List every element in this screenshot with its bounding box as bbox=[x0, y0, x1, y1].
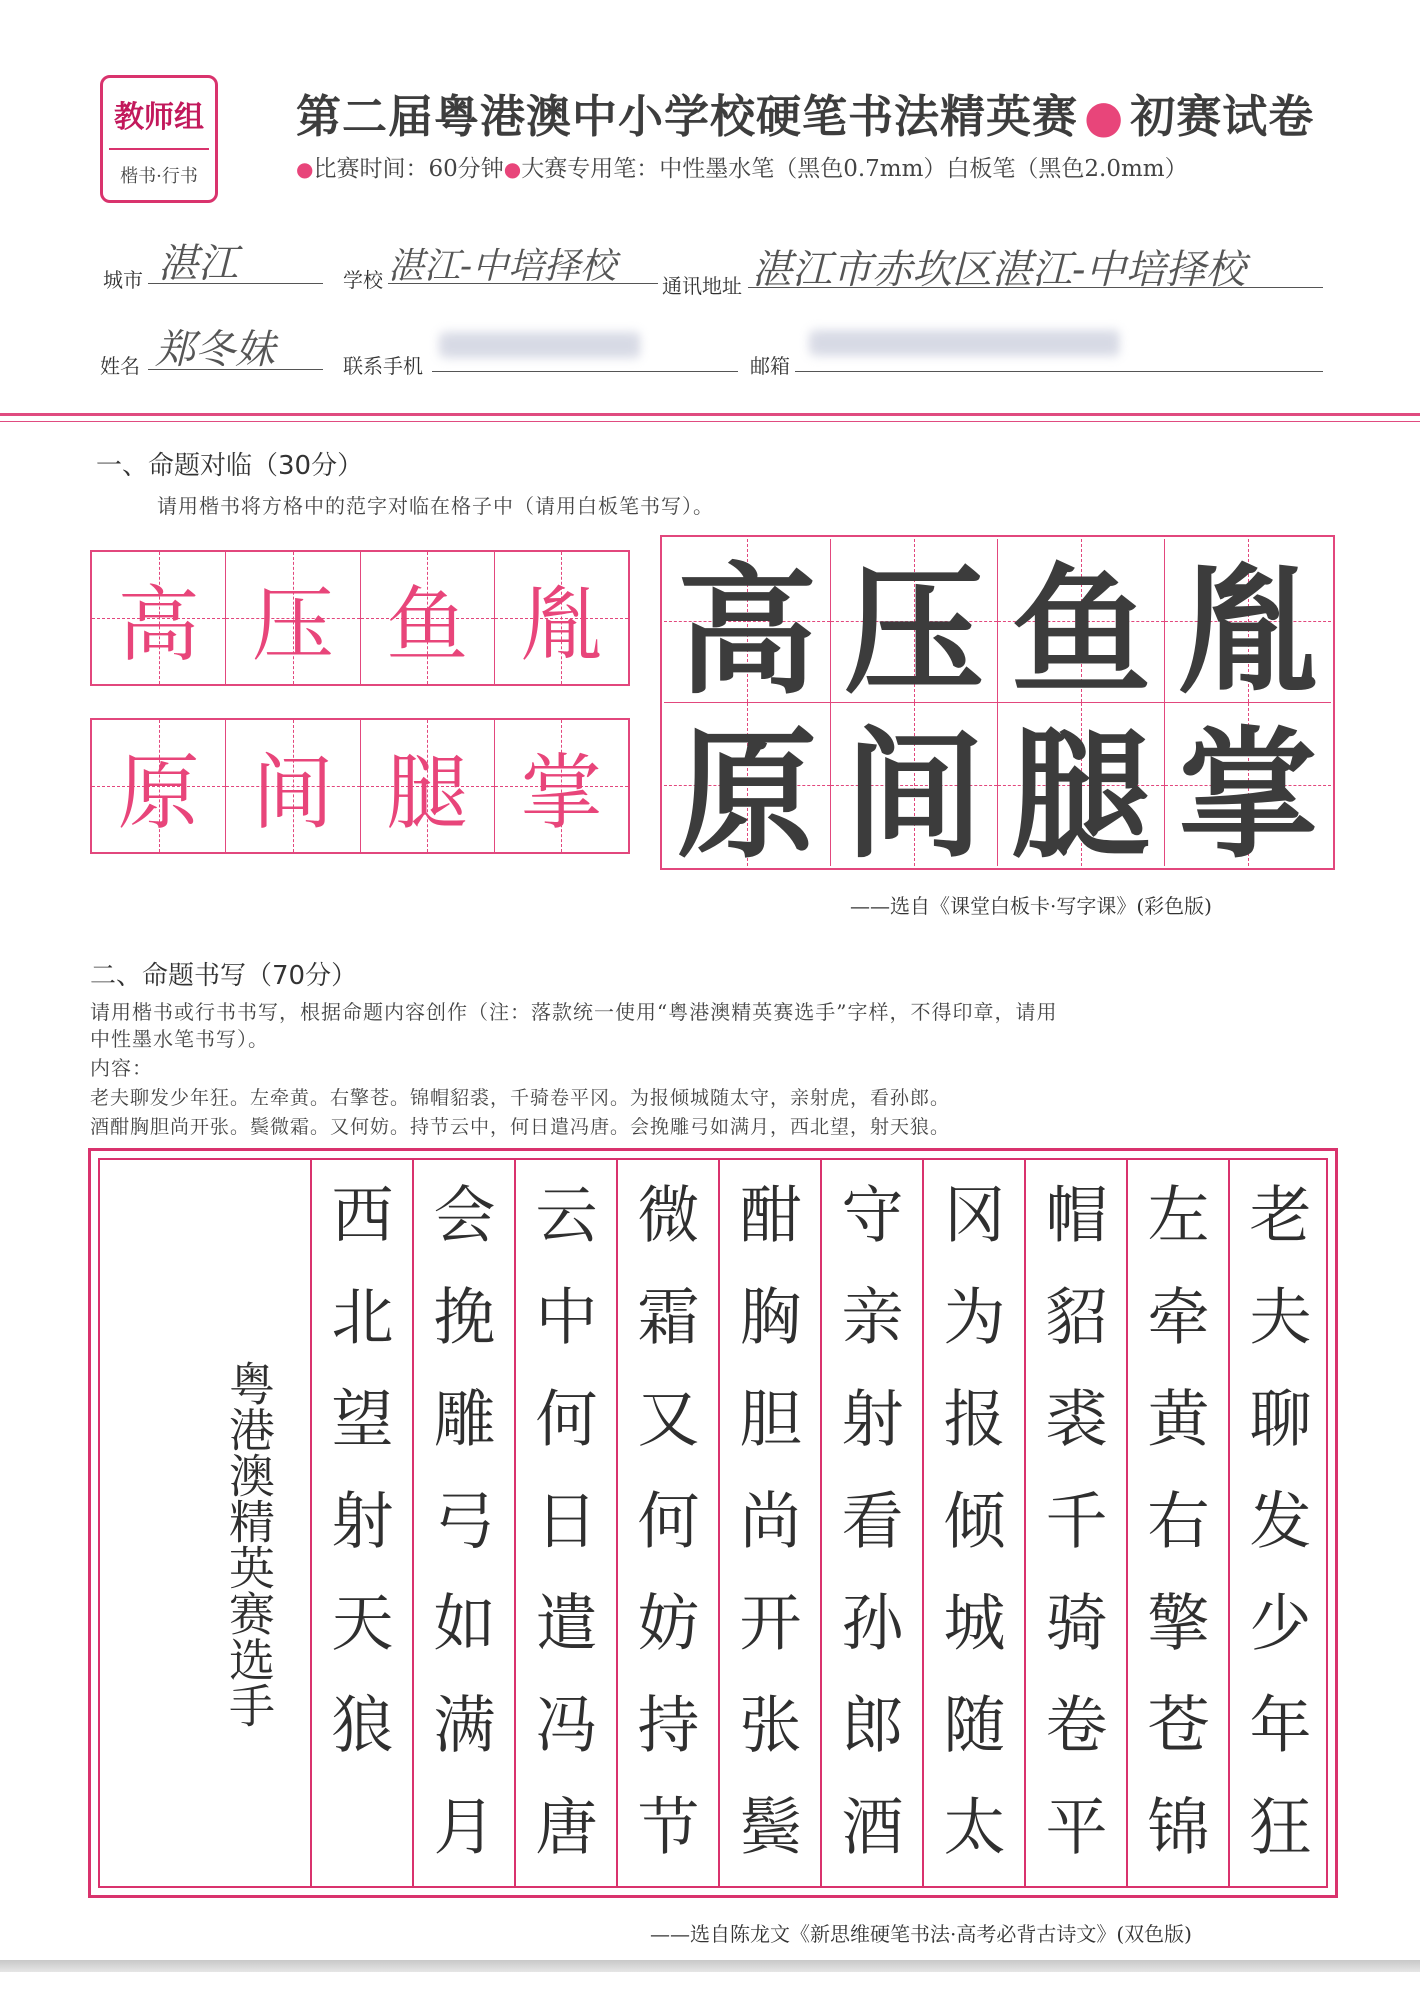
address-value: 湛江市赤坎区湛江-中培择校 bbox=[752, 247, 1246, 293]
writing-column-10: 西北望射天狼 bbox=[321, 1182, 394, 1794]
email-label: 邮箱 bbox=[750, 354, 790, 378]
practice-char: 胤 bbox=[1177, 551, 1318, 714]
column-divider bbox=[310, 1160, 312, 1886]
writing-column-5: 守亲射看孙郎酒 bbox=[831, 1182, 904, 1896]
column-divider bbox=[922, 1160, 924, 1886]
model-char: 压 bbox=[251, 577, 334, 673]
content-label: 内容： bbox=[90, 1056, 153, 1080]
column-divider bbox=[820, 1160, 822, 1886]
bullet-icon: ● bbox=[296, 157, 314, 181]
practice-char: 原 bbox=[676, 715, 817, 878]
model-cell bbox=[92, 720, 226, 852]
practice-char: 掌 bbox=[1177, 715, 1318, 878]
practice-char: 高 bbox=[676, 551, 817, 714]
practice-grid-row2 bbox=[664, 703, 1331, 878]
page-title bbox=[296, 80, 1314, 145]
scan-edge bbox=[0, 1960, 1420, 1972]
practice-char: 间 bbox=[843, 715, 984, 878]
column-divider bbox=[1126, 1160, 1128, 1886]
group-sub-label: 楷书·行书 bbox=[120, 166, 198, 187]
address-label: 通讯地址 bbox=[662, 274, 742, 298]
practice-char: 压 bbox=[843, 551, 984, 714]
title-main: 第二届粤港澳中小学校硬笔书法精英赛 bbox=[296, 90, 1079, 143]
exam-info-line bbox=[296, 150, 1188, 183]
badge-divider bbox=[109, 148, 209, 150]
model-char: 鱼 bbox=[386, 577, 469, 673]
title-dot-icon: ● bbox=[1084, 90, 1125, 143]
group-label: 教师组 bbox=[114, 100, 204, 135]
model-cell bbox=[361, 552, 495, 684]
model-cell bbox=[361, 720, 495, 852]
practice-cell[interactable] bbox=[664, 539, 831, 714]
exam-pen: 大赛专用笔：中性墨水笔（黑色0.7mm）白板笔（黑色2.0mm） bbox=[521, 156, 1188, 182]
practice-cell[interactable] bbox=[664, 703, 831, 878]
column-divider bbox=[1228, 1160, 1230, 1886]
section1-instruction: 请用楷书将方格中的范字对临在格子中（请用白板笔书写）。 bbox=[157, 494, 714, 518]
bullet-icon: ● bbox=[503, 157, 522, 181]
model-cell bbox=[495, 720, 628, 852]
header-divider-thin bbox=[0, 421, 1420, 422]
section2-instruction-2: 中性墨水笔书写）。 bbox=[90, 1027, 269, 1051]
column-divider bbox=[1024, 1160, 1026, 1886]
practice-cell[interactable] bbox=[831, 703, 998, 878]
section2-source: ——选自陈龙文《新思维硬笔书法·高考必背古诗文》(双色版) bbox=[650, 1922, 1192, 1946]
content-line-1: 老夫聊发少年狂。左牵黄。右擎苍。锦帽貂裘，千骑卷平冈。为报倾城随太守，亲射虎，看孙郎。 bbox=[90, 1087, 951, 1109]
writing-column-4: 冈为报倾城随太 bbox=[933, 1182, 1006, 1896]
practice-cell[interactable] bbox=[831, 539, 998, 714]
writing-column-6: 酣胸胆尚开张鬓 bbox=[729, 1182, 802, 1896]
model-cell bbox=[92, 552, 226, 684]
section1-source: ——选自《课堂白板卡·写字课》(彩色版) bbox=[850, 894, 1212, 918]
content-line-2: 酒酣胸胆尚开张。鬓微霜。又何妨。持节云中，何日遣冯唐。会挽雕弓如满月，西北望，射天狼。 bbox=[90, 1116, 951, 1138]
practice-char: 腿 bbox=[1010, 715, 1151, 878]
column-divider bbox=[514, 1160, 516, 1886]
model-cell bbox=[495, 552, 628, 684]
section1-title: 一、命题对临（30分） bbox=[96, 451, 364, 481]
writing-column-1: 老夫聊发少年狂 bbox=[1239, 1182, 1312, 1896]
signature: 粤港澳精英赛选手 bbox=[222, 1360, 276, 1728]
email-redacted bbox=[810, 330, 1120, 356]
writing-column-3: 帽貂裘千骑卷平 bbox=[1035, 1182, 1108, 1896]
writing-column-7: 微霜又何妨持节 bbox=[627, 1182, 700, 1896]
phone-label: 联系手机 bbox=[343, 354, 423, 378]
model-char: 掌 bbox=[520, 745, 603, 841]
writing-column-8: 云中何日遣冯唐 bbox=[525, 1182, 598, 1896]
city-value: 湛江 bbox=[158, 241, 238, 287]
practice-cell[interactable] bbox=[998, 539, 1165, 714]
school-label: 学校 bbox=[343, 268, 383, 292]
name-label: 姓名 bbox=[100, 354, 140, 378]
model-cell bbox=[226, 552, 360, 684]
model-char: 腿 bbox=[386, 745, 469, 841]
column-divider bbox=[412, 1160, 414, 1886]
practice-cell[interactable] bbox=[998, 703, 1165, 878]
model-char: 高 bbox=[117, 577, 200, 673]
section2-instruction-1: 请用楷书或行书书写，根据命题内容创作（注：落款统一使用“粤港澳精英赛选手”字样，不得印章，请用 bbox=[90, 1000, 1058, 1024]
writing-column-9: 会挽雕弓如满月 bbox=[423, 1182, 496, 1896]
header-divider bbox=[0, 413, 1420, 416]
column-divider bbox=[718, 1160, 720, 1886]
model-char: 原 bbox=[117, 745, 200, 841]
title-suffix: 初赛试卷 bbox=[1130, 90, 1315, 143]
school-value: 湛江-中培择校 bbox=[388, 246, 617, 287]
model-grid-row2 bbox=[90, 718, 630, 854]
practice-cell[interactable] bbox=[1165, 539, 1331, 714]
writing-column-2: 左牵黄右擎苍锦 bbox=[1137, 1182, 1210, 1896]
model-char: 胤 bbox=[520, 577, 603, 673]
phone-redacted bbox=[440, 332, 640, 358]
group-badge bbox=[100, 75, 218, 203]
city-label: 城市 bbox=[103, 268, 143, 292]
practice-grid-row1 bbox=[664, 539, 1331, 714]
column-divider bbox=[616, 1160, 618, 1886]
model-char: 间 bbox=[251, 745, 334, 841]
exam-time: 比赛时间：60分钟 bbox=[313, 156, 504, 182]
model-grid-row1 bbox=[90, 550, 630, 686]
name-value: 郑冬妹 bbox=[155, 327, 275, 373]
practice-cell[interactable] bbox=[1165, 703, 1331, 878]
model-cell bbox=[226, 720, 360, 852]
section2-title: 二、命题书写（70分） bbox=[90, 961, 358, 991]
practice-char: 鱼 bbox=[1010, 551, 1151, 714]
